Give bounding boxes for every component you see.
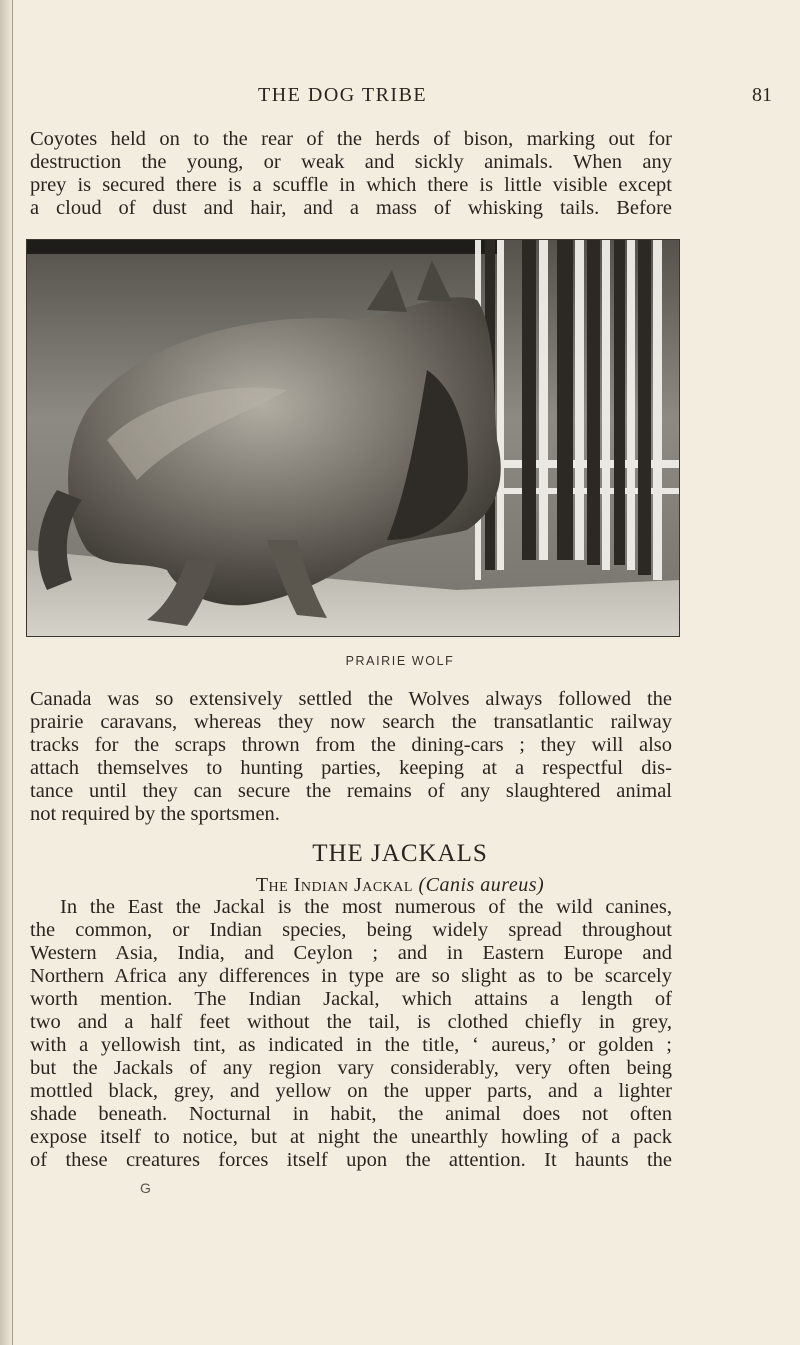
running-head <box>0 84 800 114</box>
plate-prairie-wolf <box>26 239 680 637</box>
text-line: shade beneath. Nocturnal in habit, the animal does not often <box>30 1103 672 1125</box>
text-line: but the Jackals of any region vary considerably, very often being <box>30 1057 672 1079</box>
text-line: destruction the young, or weak and sickly animals. When any <box>30 151 672 173</box>
text-line: mottled black, grey, and yellow on the upper parts, and a lighter <box>30 1080 672 1102</box>
text-line: Canada was so extensively settled the Wolves always followed the <box>30 688 672 710</box>
text-line: Northern Africa any differences in type are so slight as to be scarcely <box>30 965 672 987</box>
text-line: Western Asia, India, and Ceylon ; and in Eastern Europe and <box>30 942 672 964</box>
text-line: worth mention. The Indian Jackal, which attains a length of <box>30 988 672 1010</box>
signature-mark: G <box>140 1180 151 1196</box>
text-line: the common, or Indian species, being widely spread throughout <box>30 919 672 941</box>
section-title: THE JACKALS <box>312 840 488 867</box>
text-line: expose itself to notice, but at night the unearthly howling of a pack <box>30 1126 672 1148</box>
text-line: attach themselves to hunting parties, keeping at a respectful dis- <box>30 757 672 779</box>
text-line: tracks for the scraps thrown from the dining-cars ; they will also <box>30 734 672 756</box>
text-line: two and a half feet without the tail, is clothed chiefly in grey, <box>30 1011 672 1033</box>
running-title: THE DOG TRIBE <box>258 84 428 106</box>
text-line: not required by the sportsmen. <box>30 803 280 825</box>
subsection-latin: (Canis aureus) <box>418 874 545 896</box>
subsection-title <box>0 874 800 897</box>
text-line: Coyotes held on to the rear of the herds of bison, marking out for <box>30 128 672 150</box>
text-line: of these creatures forces itself upon the attention. It haunts the <box>30 1149 672 1171</box>
text-line: a cloud of dust and hair, and a mass of whisking tails. Before <box>30 197 672 219</box>
page-number: 81 <box>752 84 772 106</box>
prairie-wolf-photo <box>27 240 679 636</box>
text-line: tance until they can secure the remains of any slaughtered animal <box>30 780 672 802</box>
text-line: prey is secured there is a scuffle in which there is little visible except <box>30 174 672 196</box>
text-line: prairie caravans, whereas they now search the transatlantic railway <box>30 711 672 733</box>
text-line: with a yellowish tint, as indicated in the title, ‘ aureus,’ or golden ; <box>30 1034 672 1056</box>
subsection-name: The Indian Jackal <box>255 874 413 896</box>
plate-caption: PRAIRIE WOLF <box>345 654 455 668</box>
text-line: In the East the Jackal is the most numerous of the wild canines, <box>60 896 672 918</box>
binding-line <box>12 0 13 1345</box>
